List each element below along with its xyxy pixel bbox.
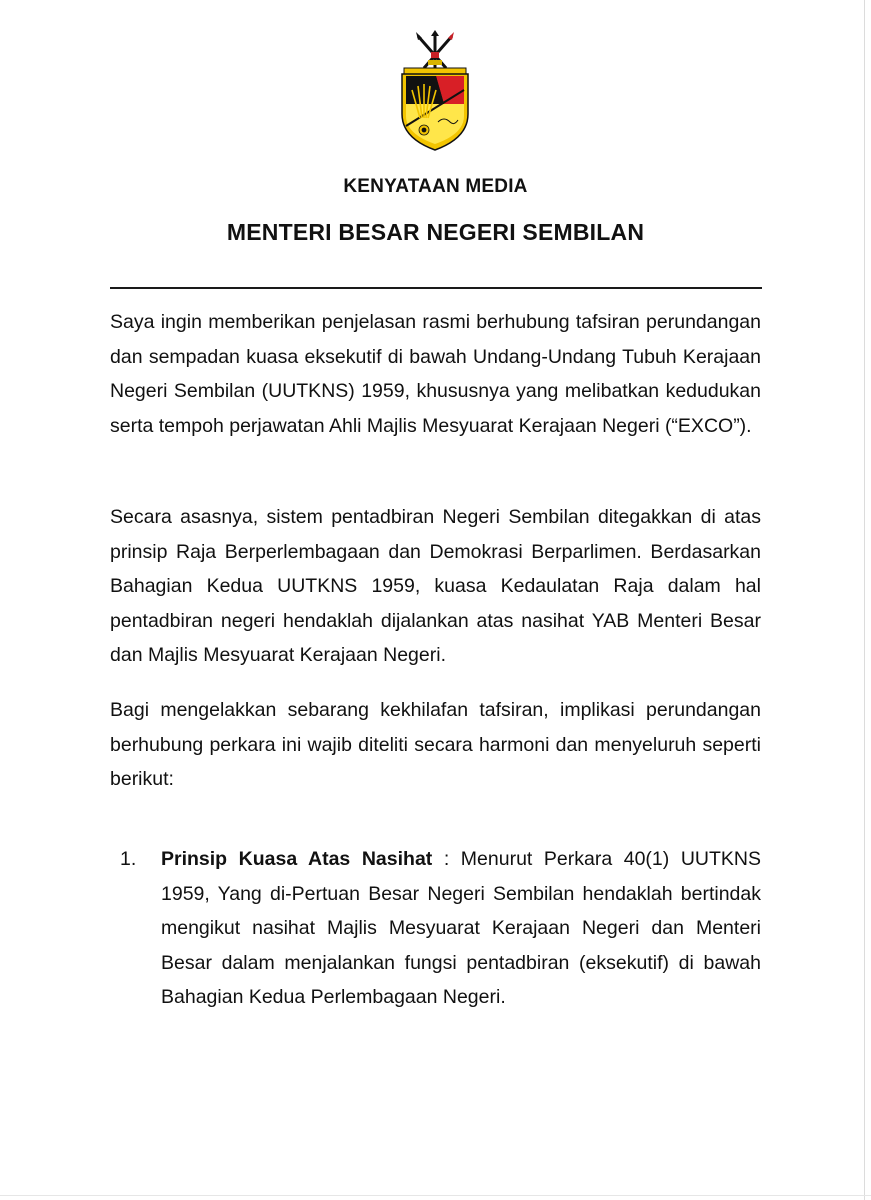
document-kicker: KENYATAAN MEDIA	[343, 176, 528, 197]
body-paragraph: Saya ingin memberikan penjelasan rasmi berhubung tafsiran perundangan dan sempadan kuasa eksekutif di bawah Undang-Undang Tubuh Kerajaan Negeri Sembilan (UUTKNS) 1959, khususnya yang melibatkan kedudukan serta tempoh perjawatan Ahli Majlis Mesyuarat Kerajaan Negeri (“EXCO”).	[110, 311, 761, 437]
title-divider	[110, 287, 762, 289]
document-title: MENTERI BESAR NEGERI SEMBILAN	[226, 219, 645, 245]
page-edge-bottom	[0, 1195, 871, 1196]
body-paragraph: Bagi mengelakkan sebarang kekhilafan tafsiran, implikasi perundangan berhubung perkara ini wajib diteliti secara harmoni dan menyeluruh seperti berikut:	[110, 699, 761, 790]
list-item-text: : Menurut Perkara 40(1) UUTKNS 1959, Yang di-Pertuan Besar Negeri Sembilan hendaklah bertindak mengikut nasihat Majlis Mesyuarat Kerajaan Negeri dan Menteri Besar dalam menjalankan fungsi pentadbiran (eksekutif) di bawah Bahagian Kedua Perlembagaan Negeri.	[161, 848, 761, 1008]
list-item-body	[161, 842, 761, 1015]
list-item-heading: Prinsip Kuasa Atas Nasihat	[161, 848, 433, 870]
crest-logo	[398, 30, 472, 152]
body-paragraph: Secara asasnya, sistem pentadbiran Negeri Sembilan ditegakkan di atas prinsip Raja Berperlembagaan dan Demokrasi Berparlimen. Berdasarkan Bahagian Kedua UUTKNS 1959, kuasa Kedaulatan Raja dalam hal pentadbiran negeri hendaklah dijalankan atas nasihat YAB Menteri Besar dan Majlis Mesyuarat Kerajaan Negeri.	[110, 506, 761, 666]
list-number: 1.	[120, 848, 137, 870]
